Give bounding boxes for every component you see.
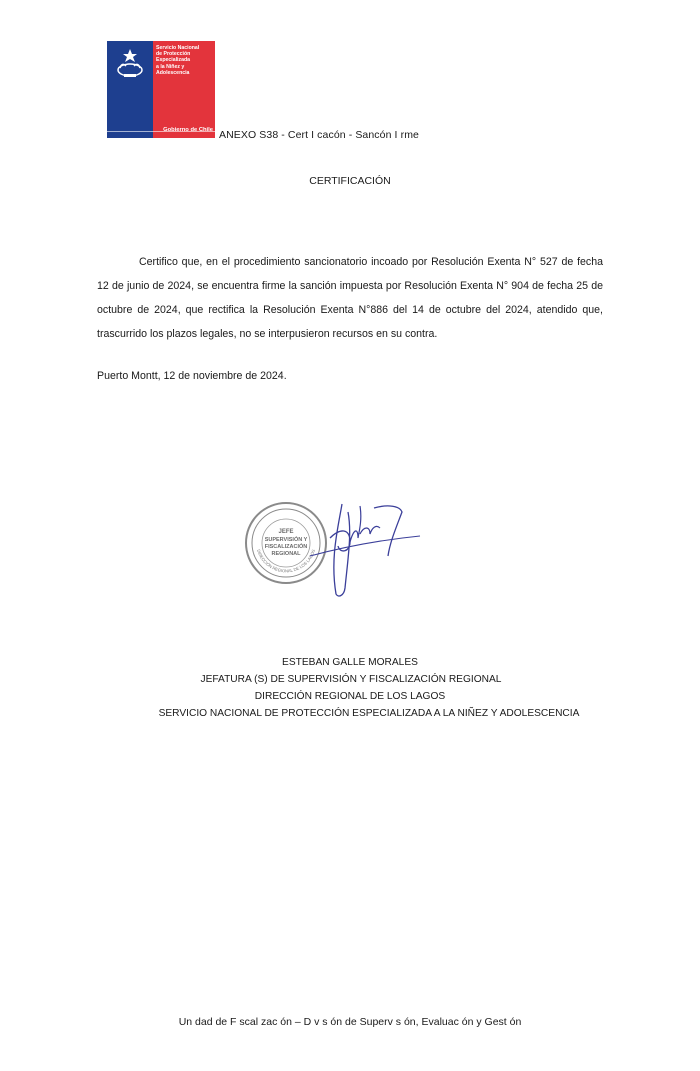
logo-org-line: a la Niñez y [156, 63, 185, 70]
seal-line: FISCALIZACIÓN [264, 544, 308, 550]
place-date: Puerto Montt, 12 de noviembre de 2024. [97, 370, 287, 382]
signatory-service: SERVICIO NACIONAL DE PROTECCIÓN ESPECIALIZADA A LA NIÑEZ Y ADOLESCENCIA [158, 708, 580, 719]
logo-org-name [156, 45, 214, 76]
logo-org-line: Servicio Nacional [156, 45, 200, 51]
page-footer: Un dad de F scal zac ón – D v s ón de Superv s ón, Evaluac ón y Gest ón [178, 1016, 522, 1028]
signatory-name: ESTEBAN GALLE MORALES [282, 657, 418, 668]
logo-org-line: Adolescencia [156, 69, 190, 76]
institution-logo [107, 41, 215, 138]
logo-org-line: Especializada [156, 57, 191, 64]
signatory-position: JEFATURA (S) DE SUPERVISIÓN Y FISCALIZACIÓN REGIONAL [200, 674, 502, 685]
coat-of-arms-icon [112, 46, 148, 82]
logo-gobierno-label: Gobierno de Chile [163, 127, 213, 133]
annex-title: ANEXO S38 - Cert I cacón - Sancón I rme [219, 129, 419, 141]
handwritten-signature [300, 498, 425, 603]
seal-line: REGIONAL [271, 551, 301, 557]
signatory-block [0, 654, 700, 722]
certification-body: Certifico que, en el procedimiento sancionatorio incoado por Resolución Exenta N° 527 de fecha 12 de junio de 2024, se encuentra firme la sanción impuesta por Resolución Exenta N° 904 de fecha 25 de octubre de 2024, que rectifica la Resolución Exenta N°886 del 14 de octubre del 2024, atendido que, trascurrido los plazos legales, no se interpusieron recursos en su contra. [97, 256, 603, 340]
seal-line: SUPERVISIÓN Y [264, 537, 308, 543]
logo-org-line: de Protección [156, 51, 191, 58]
document-title: CERTIFICACIÓN [309, 175, 391, 187]
seal-ring-text-path: DIRECCIÓN REGIONAL DE LOS LAGOS [255, 548, 317, 574]
signatory-direction: DIRECCIÓN REGIONAL DE LOS LAGOS [254, 691, 446, 702]
seal-line: JEFE [278, 529, 294, 535]
